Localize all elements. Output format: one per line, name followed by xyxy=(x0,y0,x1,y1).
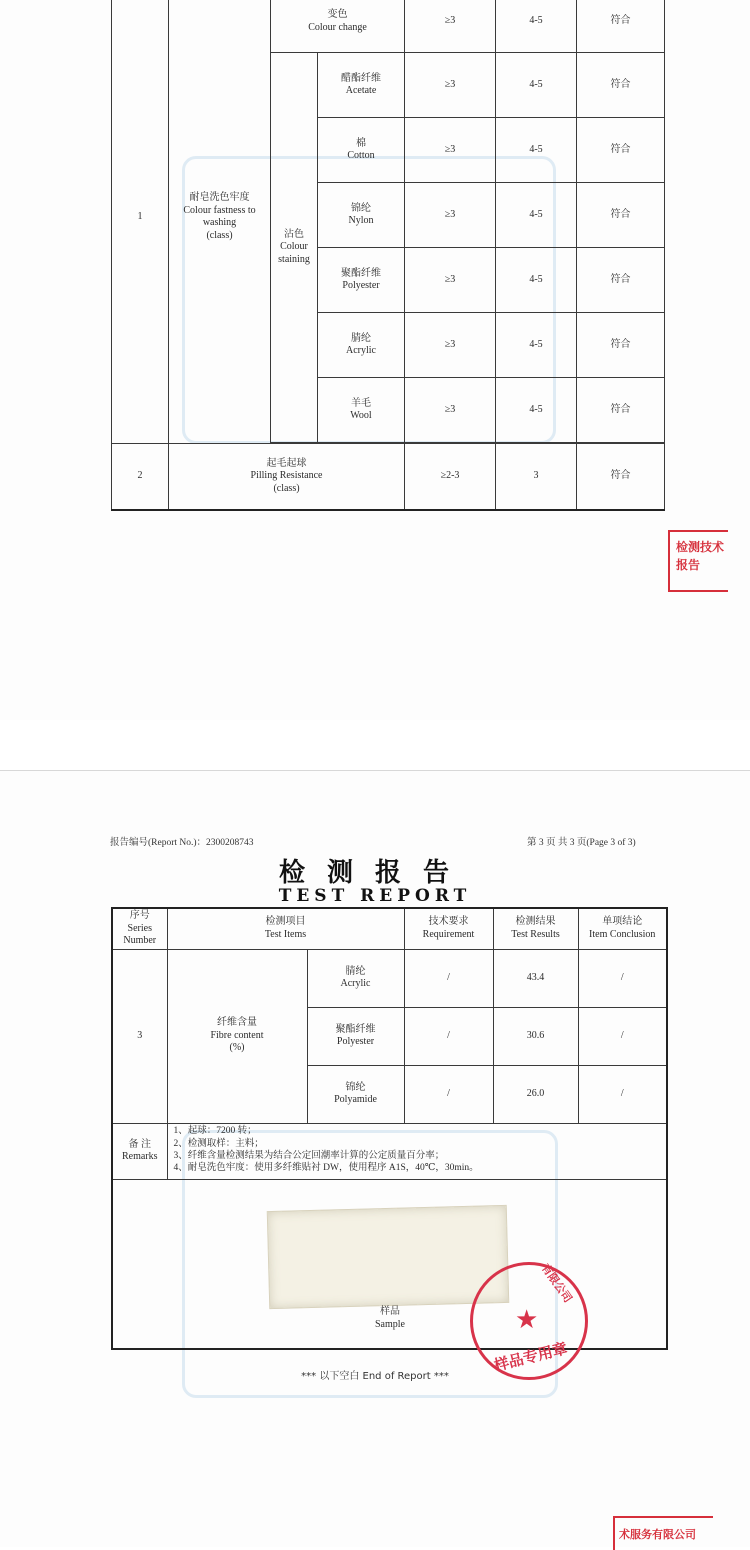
result-cell: 4-5 xyxy=(496,0,577,53)
fibre-en: Nylon xyxy=(348,215,374,226)
result-cell: 4-5 xyxy=(496,183,577,248)
fibre-cn: 聚酯纤维 xyxy=(335,1023,376,1035)
conclusion-cell: / xyxy=(578,949,667,1007)
test-item-en: Fibre content xyxy=(210,1029,264,1041)
test-item-cn: 起毛起球 xyxy=(266,457,307,469)
result-cell: 4-5 xyxy=(496,378,577,443)
result-cell: 4-5 xyxy=(496,248,577,313)
report-page-2 xyxy=(0,0,750,720)
requirement-cell: ≥2-3 xyxy=(405,444,496,510)
fibre-name-cell xyxy=(318,313,405,378)
sample-label-en: Sample xyxy=(375,1319,405,1330)
fibre-name-cell xyxy=(307,1065,404,1123)
fibre-en: Acrylic xyxy=(346,345,376,356)
header-requirement xyxy=(404,908,493,949)
header-test-items xyxy=(167,908,404,949)
series-number-cell: 2 xyxy=(112,444,169,510)
header-concl-en: Item Conclusion xyxy=(589,928,656,940)
test-item-en-2: (class) xyxy=(273,482,300,494)
fibre-en: Wool xyxy=(350,410,372,421)
conclusion-cell: / xyxy=(578,1065,667,1123)
fibre-cn: 腈纶 xyxy=(345,965,366,977)
requirement-cell: ≥3 xyxy=(405,313,496,378)
test-item-cell xyxy=(169,444,405,510)
header-conclusion xyxy=(578,908,667,949)
fibre-cn: 醋酯纤维 xyxy=(341,72,381,84)
requirement-cell: ≥3 xyxy=(405,183,496,248)
header-res-en: Test Results xyxy=(511,928,560,940)
seal-text-top: 有限公司 xyxy=(538,1261,575,1306)
series-number-cell: 3 xyxy=(112,949,167,1123)
result-cell: 4-5 xyxy=(496,313,577,378)
fibre-en: Polyester xyxy=(342,280,380,291)
header-req-en: Requirement xyxy=(422,928,475,940)
conclusion-cell: 符合 xyxy=(577,444,665,510)
test-item-en-3: (class) xyxy=(206,229,233,241)
header-series-en-2: Number xyxy=(123,935,157,946)
result-cell: 4-5 xyxy=(496,53,577,118)
staining-en-2: staining xyxy=(278,253,310,265)
test-item-en-1: Colour fastness to xyxy=(183,204,256,216)
conclusion-cell: 符合 xyxy=(577,313,665,378)
header-series-cn: 序号 xyxy=(129,910,150,921)
table-header-row xyxy=(112,908,667,949)
fibre-name-cell xyxy=(318,118,405,183)
fibre-name-cell xyxy=(307,1007,404,1065)
fibre-name-cell xyxy=(318,53,405,118)
colour-change-cell xyxy=(271,0,405,53)
seal-star-icon: ★ xyxy=(515,1305,539,1335)
fibre-en: Cotton xyxy=(347,150,375,161)
report-number: 报告编号(Report No.)：2300208743 xyxy=(110,838,254,848)
remark-line: 1、起球：7200 转； xyxy=(173,1126,257,1137)
conclusion-cell: 符合 xyxy=(577,53,665,118)
fibre-name-cell xyxy=(318,248,405,313)
remarks-label-cn: 备 注 xyxy=(128,1138,151,1150)
fibre-en: Acrylic xyxy=(340,978,371,989)
fibre-en: Polyester xyxy=(336,1036,375,1047)
remarks-text xyxy=(167,1123,667,1179)
requirement-cell: ≥3 xyxy=(405,53,496,118)
table-row xyxy=(112,444,665,510)
conclusion-cell: 符合 xyxy=(577,378,665,443)
page-counter: 第 3 页 共 3 页(Page 3 of 3) xyxy=(527,838,636,848)
test-results-table-continued xyxy=(111,0,665,511)
test-item-cell xyxy=(167,949,307,1123)
fibre-cn: 锦纶 xyxy=(345,1081,366,1093)
conclusion-cell: 符合 xyxy=(577,118,665,183)
table-row xyxy=(112,0,665,53)
test-item-cn: 耐皂洗色牢度 xyxy=(189,192,250,203)
fibre-name-cell xyxy=(318,183,405,248)
end-of-report: *** 以下空白 End of Report *** xyxy=(301,1371,449,1382)
header-items-cn: 检测项目 xyxy=(265,916,306,928)
test-item-en-1: Pilling Resistance xyxy=(250,470,323,481)
remarks-label-en: Remarks xyxy=(121,1151,158,1162)
result-cell: 4-5 xyxy=(496,118,577,183)
staining-cell xyxy=(271,53,318,443)
requirement-cell: ≥3 xyxy=(405,118,496,183)
requirement-cell: / xyxy=(404,949,493,1007)
company-seal-stamp: 术服务有限公司 xyxy=(613,1516,713,1550)
test-item-cell xyxy=(169,0,271,444)
test-item-cn: 纤维含量 xyxy=(217,1017,257,1029)
conclusion-cell: 符合 xyxy=(577,248,665,313)
requirement-cell: ≥3 xyxy=(405,0,496,53)
report-title-cn: 检测报告 xyxy=(278,858,471,888)
result-cell: 30.6 xyxy=(493,1007,578,1065)
remarks-label xyxy=(112,1123,167,1179)
requirement-cell: ≥3 xyxy=(405,248,496,313)
header-results xyxy=(493,908,578,949)
requirement-cell: / xyxy=(404,1007,493,1065)
sample-label xyxy=(350,1305,430,1331)
colour-change-en: Colour change xyxy=(308,21,367,33)
fibre-name-cell xyxy=(318,378,405,443)
remarks-row xyxy=(112,1123,667,1179)
seal-stamp: 检测技术报告 xyxy=(668,530,728,592)
fibre-cn: 腈纶 xyxy=(351,332,371,344)
remark-line: 4、耐皂洗色牢度：使用多纤维贴衬 DW，使用程序 A1S，40℃，30min。 xyxy=(173,1163,479,1174)
fibre-cn: 聚酯纤维 xyxy=(341,267,381,279)
fibre-cn: 羊毛 xyxy=(351,397,371,409)
header-res-cn: 检测结果 xyxy=(515,916,556,928)
fibre-name-cell xyxy=(307,949,404,1007)
seal-text-main: 样品专用章 xyxy=(492,1339,570,1375)
sample-seal-stamp xyxy=(470,1262,588,1380)
header-series xyxy=(112,908,167,949)
staining-cn: 沾色 xyxy=(284,228,304,240)
header-items-en: Test Items xyxy=(264,928,307,940)
requirement-cell: / xyxy=(404,1065,493,1123)
conclusion-cell: / xyxy=(578,1007,667,1065)
fibre-cn: 锦纶 xyxy=(351,202,371,214)
test-item-en-2: washing xyxy=(202,217,237,228)
remark-line: 2、检测取样：主料； xyxy=(173,1138,264,1149)
requirement-cell: ≥3 xyxy=(405,378,496,443)
staining-en-1: Colour xyxy=(280,241,308,253)
report-title-en: TEST REPORT xyxy=(278,886,472,906)
series-number-cell: 1 xyxy=(112,0,169,444)
fibre-en: Acetate xyxy=(345,85,377,96)
header-concl-cn: 单项结论 xyxy=(602,916,643,928)
sample-label-cn: 样品 xyxy=(380,1306,400,1317)
header-series-en-1: Series xyxy=(127,922,152,934)
conclusion-cell: 符合 xyxy=(577,0,665,53)
result-cell: 26.0 xyxy=(493,1065,578,1123)
fibre-cn: 棉 xyxy=(356,137,366,149)
header-req-cn: 技术要求 xyxy=(428,916,469,928)
result-cell: 43.4 xyxy=(493,949,578,1007)
remark-line: 3、纤维含量检测结果为结合公定回潮率计算的公定质量百分率； xyxy=(173,1151,445,1161)
result-cell: 3 xyxy=(496,444,577,510)
fabric-sample-image xyxy=(267,1205,509,1309)
conclusion-cell: 符合 xyxy=(577,183,665,248)
colour-change-cn: 变色 xyxy=(327,9,348,20)
fibre-en: Polyamide xyxy=(334,1094,377,1105)
table-row xyxy=(112,949,667,1007)
test-item-unit: (%) xyxy=(229,1042,245,1054)
